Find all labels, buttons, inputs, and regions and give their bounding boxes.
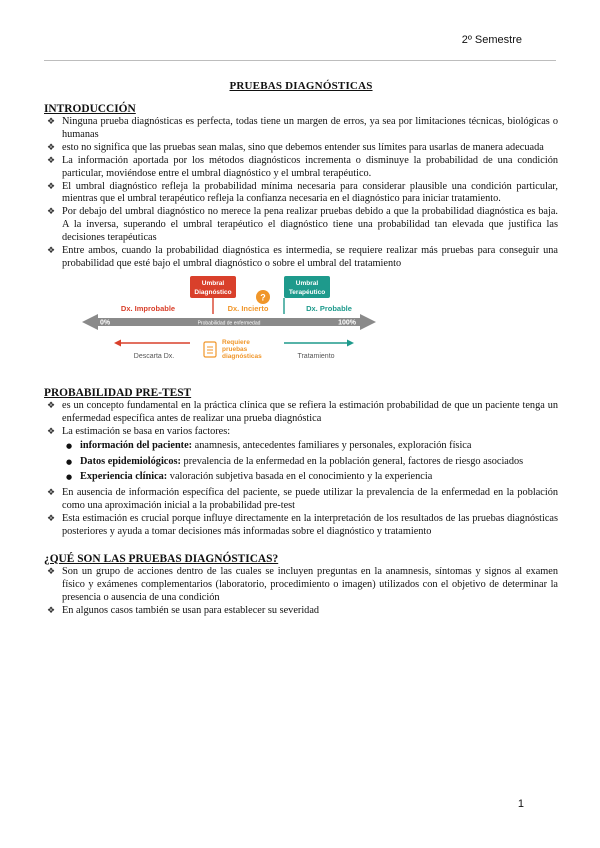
requiere-label-3: diagnósticas <box>222 352 262 360</box>
list-item <box>44 426 558 485</box>
sub-list-item <box>62 471 558 484</box>
list-item: ❖ esto no significa que las pruebas sean malas, sino que debemos entender sus límites para usarlas de manera adecuada <box>44 142 558 155</box>
list-item: ❖ El umbral diagnóstico refleja la probabilidad mínima necesaria para considerar plausible una condición particular, mientras que el umbral terapéutico refleja la confianza necesaria en el diagnóstico para iniciar tratamiento. <box>44 181 558 207</box>
list-item-text: La estimación se basa en varios factores: <box>62 425 231 437</box>
sub-list-item <box>62 440 558 453</box>
threshold-diagram <box>44 274 558 386</box>
umbral-diagnostico-label-1: Umbral <box>201 279 225 287</box>
list-item: ❖ Son un grupo de acciones dentro de las cuales se incluyen preguntas en la anamnesis, síntomas y signos al examen físico y exámenes complementarios (laboratorio, procedimiento o imagen) utilizados con el objetivo de determinar la presencia o ausencia de una condición <box>44 566 558 605</box>
page-number: 1 <box>517 798 524 810</box>
umbral-diagnostico-label-2: Diagnóstico <box>194 288 232 296</box>
que-son-list <box>44 566 558 618</box>
list-item: ❖ En ausencia de información específica del paciente, se puede utilizar la prevalencia de la enfermedad en la población como una aproximación inicial a la probabilidad pre-test <box>44 487 558 513</box>
factor-title: información del paciente: <box>80 439 193 451</box>
descarta-arrowhead <box>114 339 121 346</box>
header-divider <box>44 60 556 61</box>
section-heading-que-son: ¿QUÉ SON LAS PRUEBAS DIAGNÓSTICAS? <box>44 552 279 565</box>
list-item: ❖ La información aportada por los métodos diagnósticos incrementa o disminuye la probabilidad de una condición particular, moviéndose entre el umbral diagnóstico y el umbral terapéutico. <box>44 155 558 181</box>
threshold-diagram-graphic <box>44 274 558 386</box>
factor-text: prevalencia de la enfermedad en la población general, factores de riesgo asociados <box>180 455 524 467</box>
requiere-label-1: Requiere <box>222 338 250 346</box>
document-body <box>44 76 558 618</box>
tratamiento-label: Tratamiento <box>297 352 335 360</box>
list-item: ❖ Ninguna prueba diagnósticas es perfecta, todas tiene un margen de erros, ya sea por limitaciones técnicas, biológicas o humanas <box>44 116 558 142</box>
list-item: ❖ Por debajo del umbral diagnóstico no merece la pena realizar pruebas debido a que la probabilidad diagnóstica es baja. A la inversa, superando el umbral terapéutico el diagnóstico tiene una probabilidad tan elevada que justifica las decisiones terapéuticas <box>44 206 558 245</box>
list-item: ❖ En algunos casos también se usan para establecer su severidad <box>44 605 558 618</box>
factor-title: Datos epidemiológicos: <box>80 455 181 467</box>
sub-list-item <box>62 456 558 469</box>
factor-text: anamnesis, antecedentes familiares y personales, exploración física <box>192 439 472 451</box>
pct-low-label: 0% <box>100 319 111 327</box>
pct-high-label: 100% <box>338 319 356 327</box>
pretest-list <box>44 400 558 539</box>
list-item: ❖ Entre ambos, cuando la probabilidad diagnóstica es intermedia, se requiere realizar más pruebas para conseguir una probabilidad que esté bajo el umbral diagnóstico o sobre el umbral del tratamiento <box>44 245 558 271</box>
probability-bar-label: Probabilidad de enfermedad <box>197 320 261 327</box>
dx-incierto-label: Dx. Incierto <box>227 303 269 313</box>
dx-improbable-label: Dx. Improbable <box>120 303 176 313</box>
header-semester: 2º Semestre <box>461 34 522 46</box>
factor-text: valoración subjetiva basada en el conocimiento y la experiencia <box>167 471 433 483</box>
section-heading-introduccion: INTRODUCCIÓN <box>44 103 136 115</box>
tratamiento-arrowhead <box>347 339 354 346</box>
page-title: PRUEBAS DIAGNÓSTICAS <box>229 80 373 92</box>
factors-sublist <box>62 440 558 485</box>
requiere-label-2: pruebas <box>222 345 248 353</box>
list-item: ❖ es un concepto fundamental en la práctica clínica que se refiera la estimación probabilidad de que un paciente tenga un enfermedad específica antes de realizar una prueba diagnóstica <box>44 400 558 426</box>
umbral-terapeutico-label-2: Terapéutico <box>288 288 326 296</box>
section-heading-pretest: PROBABILIDAD PRE-TEST <box>44 386 192 399</box>
question-mark: ? <box>260 292 266 303</box>
list-item: ❖ Esta estimación es crucial porque influye directamente en la interpretación de los resultados de las pruebas diagnósticas posteriores y ayuda a tomar decisiones más informadas sobre el diagnóstico y tratamiento <box>44 513 558 539</box>
factor-title: Experiencia clínica: <box>80 471 168 483</box>
umbral-terapeutico-label-1: Umbral <box>295 279 319 287</box>
intro-list <box>44 116 558 271</box>
descarta-label: Descarta Dx. <box>133 352 175 360</box>
dx-probable-label: Dx. Probable <box>306 303 352 313</box>
